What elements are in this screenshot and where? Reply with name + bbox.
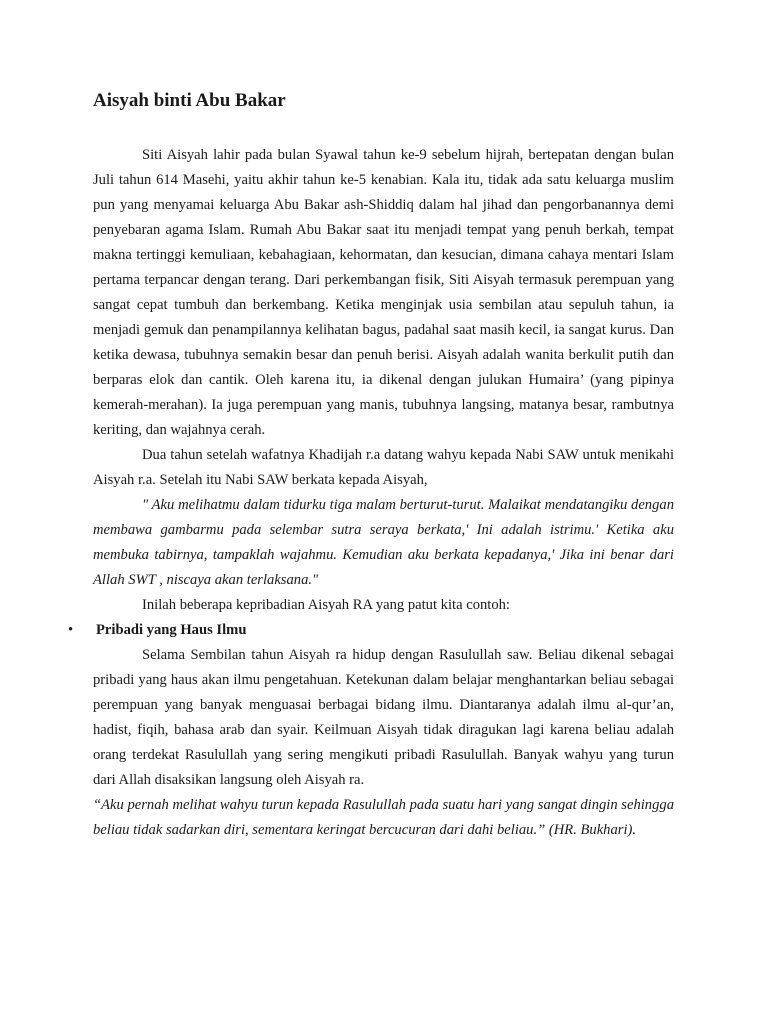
quote-hadith: “Aku pernah melihat wahyu turun kepada Rasulullah pada suatu hari yang sangat dingin sehingga beliau tidak sadarkan diri, sementara keringat bercucuran dari dahi beliau.” (HR. Bukhari). bbox=[93, 797, 674, 838]
bullet-dot-icon: • bbox=[68, 622, 74, 638]
bullet-item-haus-ilmu bbox=[68, 618, 674, 643]
quote-dream: " Aku melihatmu dalam tidurku tiga malam berturut-turut. Malaikat mendatangiku dengan membawa gambarmu pada selembar sutra seraya berkata,' Ini adalah istrimu.' Ketika aku membuka tabirnya, tampaklah wajahmu. Kemudian aku berkata kepadanya,' Jika ini benar dari Allah SWT , niscaya akan terlaksana." bbox=[93, 497, 674, 588]
paragraph-knowledge: Selama Sembilan tahun Aisyah ra hidup dengan Rasulullah saw. Beliau dikenal sebagai pribadi yang haus akan ilmu pengetahuan. Ketekunan dalam belajar menghantarkan beliau sebagai perempuan yang banyak menguasai berbagai bidang ilmu. Diantaranya adalah ilmu al-qur’an, hadist, fiqih, bahasa arab dan syair. Keilmuan Aisyah tidak diragukan lagi karena beliau adalah orang terdekat Rasulullah yang sering mengikuti pribadi Rasulullah. Banyak wahyu yang turun dari Allah disaksikan langsung oleh Aisyah ra. bbox=[93, 647, 674, 788]
bullet-heading: Pribadi yang Haus Ilmu bbox=[96, 622, 247, 638]
document-title: Aisyah binti Abu Bakar bbox=[93, 90, 286, 111]
paragraph-birth: Siti Aisyah lahir pada bulan Syawal tahun ke-9 sebelum hijrah, bertepatan dengan bulan Juli tahun 614 Masehi, yaitu akhir tahun ke-5 kenabian. Kala itu, tidak ada satu keluarga muslim pun yang menyamai keluarga Abu Bakar ash-Shiddiq dalam hal jihad dan pengorbanannya demi penyebaran agama Islam. Rumah Abu Bakar saat itu menjadi tempat yang penuh berkah, tempat makna tertinggi kemuliaan, kebahagiaan, kehormatan, dan kesucian, dimana cahaya mentari Islam pertama terpancar dengan terang. Dari perkembangan fisik, Siti Aisyah termasuk perempuan yang sangat cepat tumbuh dan berkembang. Ketika menginjak usia sembilan atau sepuluh tahun, ia menjadi gemuk dan penampilannya kelihatan bagus, padahal saat masih kecil, ia sangat kurus. Dan ketika dewasa, tubuhnya semakin besar dan penuh berisi. Aisyah adalah wanita berkulit putih dan berparas elok dan cantik. Oleh karena itu, ia dikenal dengan julukan Humaira’ (yang pipinya kemerah-merahan). Ia juga perempuan yang manis, tubuhnya langsing, matanya besar, rambutnya keriting, dan wajahnya cerah. bbox=[93, 147, 674, 438]
paragraph-revelation: Dua tahun setelah wafatnya Khadijah r.a datang wahyu kepada Nabi SAW untuk menikahi Aisyah r.a. Setelah itu Nabi SAW berkata kepada Aisyah, bbox=[93, 447, 674, 488]
document-body bbox=[68, 143, 674, 843]
paragraph-personality-intro: Inilah beberapa kepribadian Aisyah RA yang patut kita contoh: bbox=[142, 597, 510, 613]
